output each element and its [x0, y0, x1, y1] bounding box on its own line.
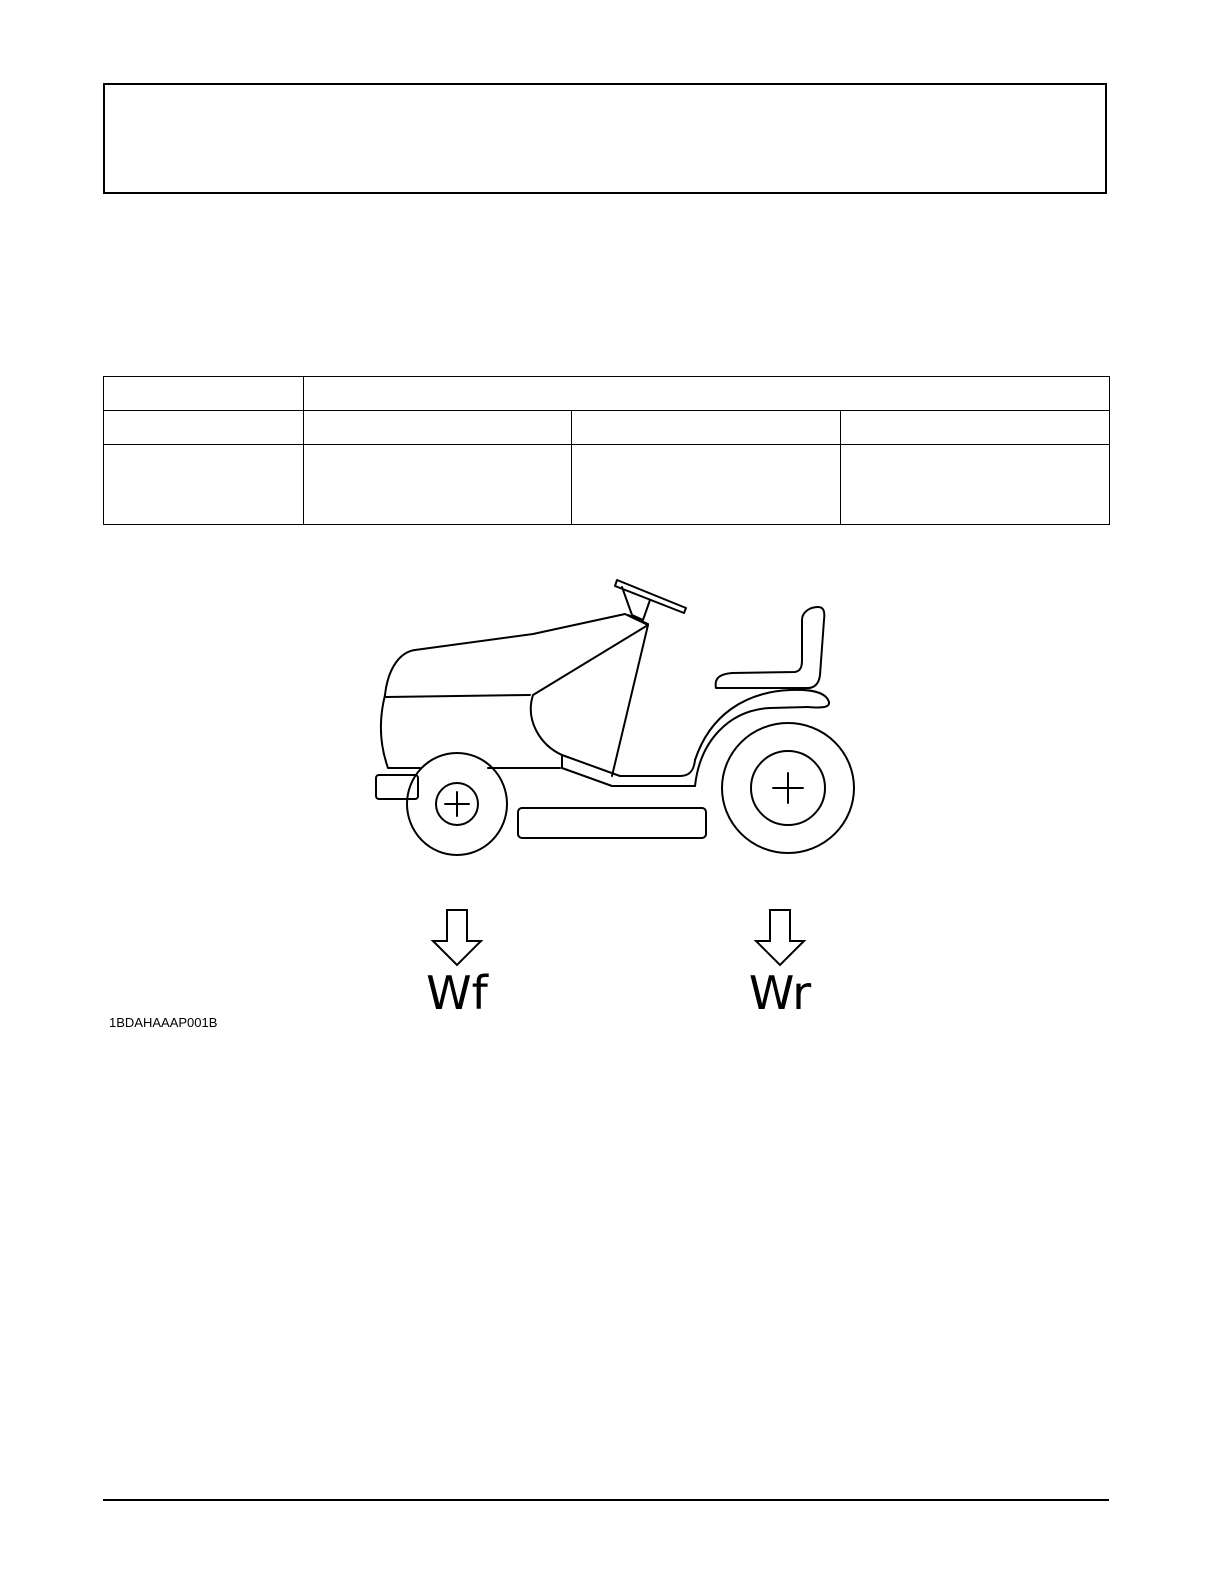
table-cell — [104, 445, 304, 525]
down-arrow-icon — [756, 910, 804, 965]
riding-mower-icon — [376, 580, 854, 855]
table-cell — [304, 411, 572, 445]
table-row — [104, 377, 1110, 411]
table-cell — [104, 411, 304, 445]
table-cell — [104, 377, 304, 411]
figure-code: 1BDAHAAAP001B — [109, 1015, 218, 1030]
table-row — [104, 445, 1110, 525]
weight-distribution-figure — [360, 570, 880, 1030]
rear-weight-arrow — [756, 910, 804, 965]
rear-weight-label: Wr — [748, 966, 812, 1020]
footer-divider — [103, 1499, 1109, 1501]
front-weight-arrow — [433, 910, 481, 965]
table-cell — [304, 445, 572, 525]
table-cell — [572, 445, 841, 525]
front-weight-label: Wf — [426, 966, 488, 1020]
table-cell — [841, 411, 1110, 445]
table-cell — [841, 445, 1110, 525]
header-box — [103, 83, 1107, 194]
table-row — [104, 411, 1110, 445]
weight-table — [103, 376, 1110, 525]
down-arrow-icon — [433, 910, 481, 965]
table-cell — [304, 377, 1110, 411]
table-cell — [572, 411, 841, 445]
